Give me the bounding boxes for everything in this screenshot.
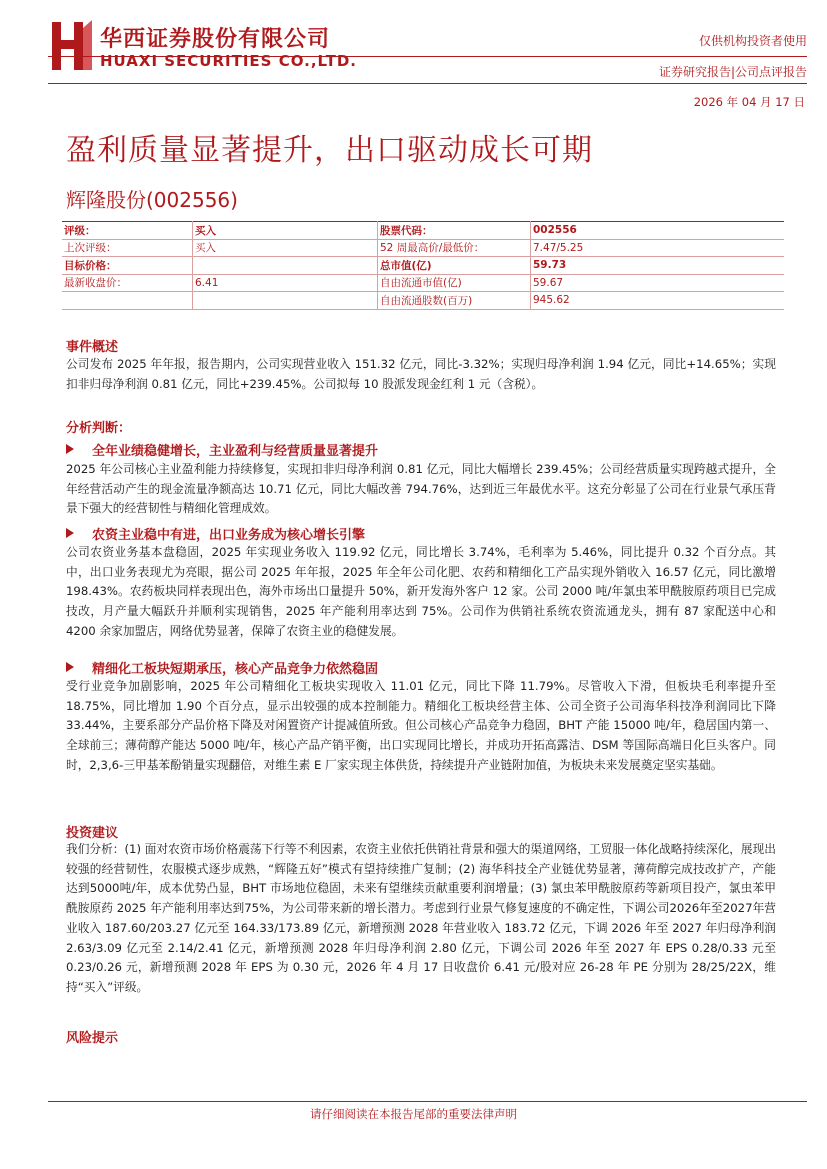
table-cell: 自由流通股数(百万) [378,292,531,310]
table-cell: 买入 [193,222,378,240]
table-cell: 59.73 [531,257,785,275]
company-name-en: HUAXI SECURITIES CO.,LTD. [100,52,357,70]
table-row [62,292,784,310]
table-cell: 002556 [531,222,785,240]
table-cell: 总市值(亿) [378,257,531,275]
table-cell: 945.62 [531,292,785,310]
bullet-title: 精细化工板块短期承压，核心产品竞争力依然稳固 [92,662,379,677]
section-title-event: 事件概述 [66,340,119,355]
table-row [62,222,784,240]
table-cell [193,257,378,275]
report-type: 证券研究报告|公司点评报告 [658,65,807,79]
triangle-bullet-icon [66,444,74,454]
triangle-bullet-icon [66,528,74,538]
table-cell: 52 周最高价/最低价： [378,239,531,257]
audience-note: 仅供机构投资者使用 [698,34,807,48]
table-cell: 自由流通市值(亿) [378,274,531,292]
report-title: 盈利质量显著提升，出口驱动成长可期 [66,133,593,168]
triangle-bullet-icon [66,662,74,672]
invest-paragraph: 我们分析：(1) 面对农资市场价格震荡下行等不利因素，农资主业依托供销社背景和强大的渠道网络，工贸服一体化战略持续深化，展现出较强的经营韧性，农服模式逐步成熟，“辉隆五好”模式有望持续推广复制；(2) 海华科技全产业链优势显著，薄荷醇完成技改扩产，产能达到5000吨/年，成本优势凸显，BHT 市场地位稳固，未来有望继续贡献重要利润增量；(3) 氯虫苯甲酰胺原药等新项目投产，氯虫苯甲酰胺原药 2025 年产能利用率达到75%，为公司带来新的增长潜力。考虑到行业景气修复速度的不确定性，下调公司2026年至2027年营业收入 187.60/203.27 亿元至 164.33/173.89 亿元，新增预测 2028 年营业收入 183.72 亿元，下调 2026 年至 2027 年归母净利润 2.63/3.09 亿元至 2.14/2.41 亿元，新增预测 2028 年归母净利润 2.80 亿元，下调公司 2026 年至 2027 年 EPS 0.28/0.33 元至 0.23/0.26 元，新增预测 2028 年 EPS 为 0.30 元，2026 年 4 月 17 日收盘价 6.41 元/股对应 26-28 年 PE 分别为 28/25/22X，维持“买入”评级。 [66,842,776,994]
bullet-paragraph-3: 受行业竞争加剧影响，2025 年公司精细化工板块实现收入 11.01 亿元，同比下降 11.79%。尽管收入下滑，但板块毛利率提升至 18.75%，同比增加 1.90 个百分点，显示出较强的成本控制能力。精细化工板块经营主体、公司全资子公司海华科技净利润同比下降 33.44%，主要系部分产品价格下降及对闲置资产计提减值所致。但公司核心产品竞争力稳固，BHT 产能 15000 吨/年，稳居国内第一、全球前三；薄荷醇产能达 5000 吨/年，核心产品产销平衡，出口实现同比增长，并成功开拓高露洁、DSM 等国际高端日化巨头客户。同时，2,3,6-三甲基苯酚销量实现翻倍，对维生素 E 厂家实现主体供货，持续提升产业链附加值，为板块未来发展奠定坚实基础。 [66,679,776,772]
table-cell: 股票代码： [378,222,531,240]
report-date: 2026 年 04 月 17 日 [693,95,805,109]
bullet-paragraph-2: 公司农资业务基本盘稳固，2025 年实现业务收入 119.92 亿元，同比增长 3.74%，毛利率为 5.46%，同比提升 0.32 个百分点。其中，出口业务表现尤为亮眼，据公司 2025 年年报，2025 年全年公司化肥、农药和精细化工产品实现外销收入 16.57 亿元，同比激增 198.43%。农药板块同样表现出色，海外市场出口量提升 50%，新开发海外客户 12 家。公司 2000 吨/年氯虫苯甲酰胺原药项目已完成技改，月产量大幅跃升并顺利实现销售，2025 年产能利用率达到 75%。公司作为供销社系统农资流通龙头，拥有 87 家配送中心和 4200 余家加盟店，网络优势显著，保障了农资主业的稳健发展。 [66,545,776,638]
bullet-paragraph-1: 2025 年公司核心主业盈利能力持续修复，实现扣非归母净利润 0.81 亿元，同比大幅增长 239.45%；公司经营质量实现跨越式提升，全年经营活动产生的现金流量净额高达 10.71 亿元，同比大幅改善 794.76%，达到近三年最优水平。这充分彰显了公司在行业景气承压背景下强大的经营韧性与精细化管理成效。 [66,462,776,516]
table-cell [62,292,193,310]
table-cell: 最新收盘价： [62,274,193,292]
company-name-cn: 华西证券股份有限公司 [100,27,331,52]
section-title-analysis: 分析判断： [66,421,132,436]
bullet-title: 全年业绩稳健增长，主业盈利与经营质量显著提升 [92,444,379,459]
bullet-heading-3 [66,658,378,677]
table-row [62,274,784,292]
section-title-invest: 投资建议 [66,826,119,841]
header-divider-2 [48,83,807,84]
bullet-heading-1 [66,440,378,459]
table-cell: 59.67 [531,274,785,292]
table-row [62,257,784,275]
bullet-heading-2 [66,524,365,543]
section-title-risk: 风险提示 [66,1031,119,1046]
footer-divider [48,1101,807,1102]
table-cell: 买入 [193,239,378,257]
huaxi-logo-icon [52,20,92,72]
table-cell: 评级： [62,222,193,240]
footer-disclaimer: 请仔细阅读在本报告尾部的重要法律声明 [310,1107,517,1121]
table-cell: 7.47/5.25 [531,239,785,257]
table-row [62,239,784,257]
bullet-title: 农资主业稳中有进，出口业务成为核心增长引擎 [92,528,366,543]
table-cell [193,292,378,310]
table-cell: 上次评级： [62,239,193,257]
table-cell: 目标价格： [62,257,193,275]
rating-table [62,221,784,310]
stock-name: 辉隆股份(002556) [66,188,238,212]
header-divider [48,56,807,57]
event-paragraph: 公司发布 2025 年年报，报告期内，公司实现营业收入 151.32 亿元，同比-3.32%；实现归母净利润 1.94 亿元，同比+14.65%；实现扣非归母净利润 0.81 亿元，同比+239.45%。公司拟每 10 股派发现金红利 1 元（含税）。 [66,357,776,391]
table-cell: 6.41 [193,274,378,292]
